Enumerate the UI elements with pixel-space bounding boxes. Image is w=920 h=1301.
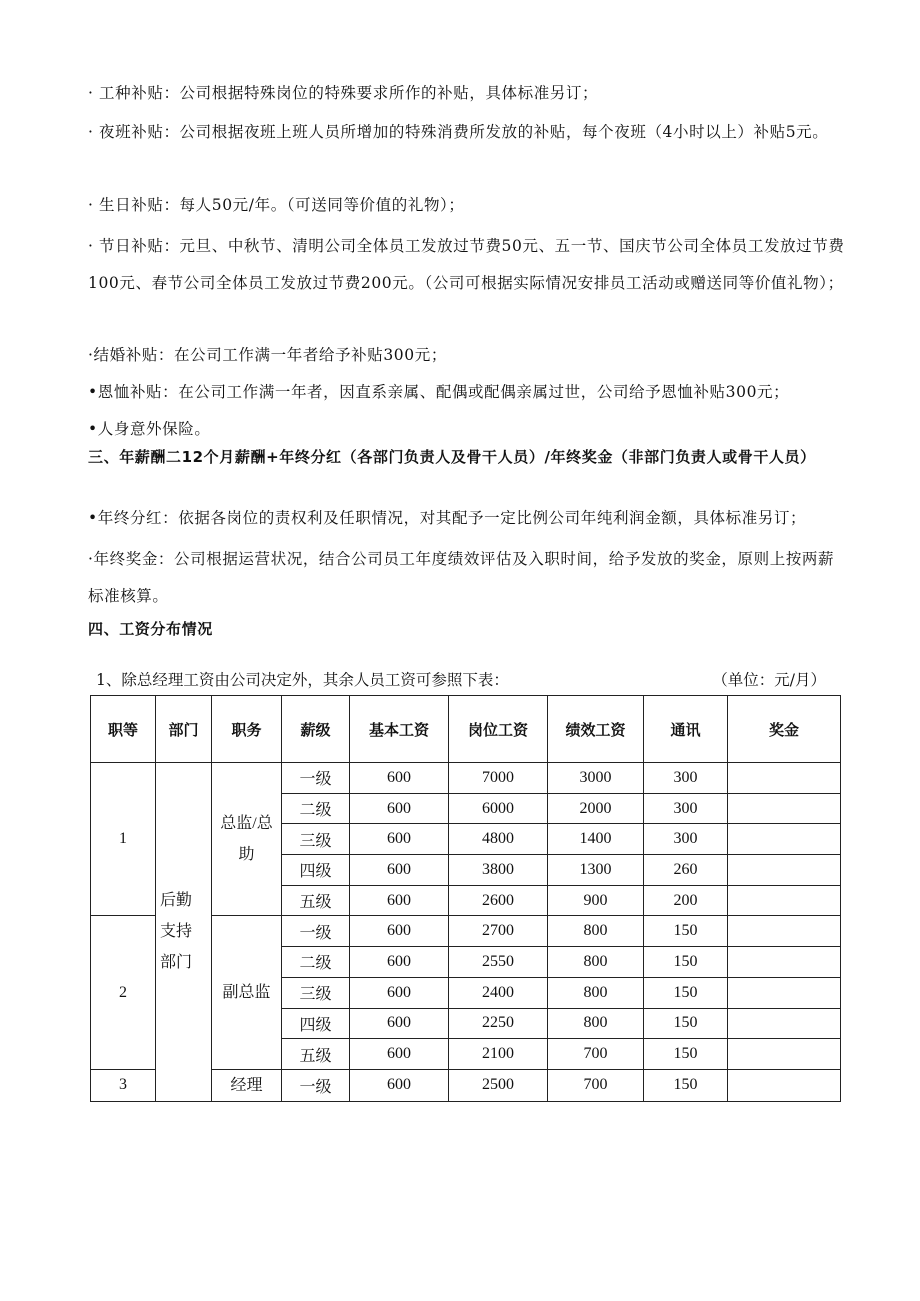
post-salary-cell: 2500: [449, 1069, 548, 1101]
performance-salary-cell: 800: [548, 977, 644, 1008]
performance-salary-cell: 2000: [548, 793, 644, 824]
bonus-cell: [728, 885, 841, 916]
position-cell: 经理: [212, 1069, 282, 1101]
level-cell: 三级: [282, 824, 350, 855]
table-header-cell: 薪级: [282, 696, 350, 763]
performance-salary-cell: 800: [548, 1008, 644, 1039]
level-cell: 四级: [282, 1008, 350, 1039]
base-salary-cell: 600: [350, 793, 449, 824]
performance-salary-cell: 900: [548, 885, 644, 916]
table-row: [91, 763, 841, 794]
communication-cell: 150: [644, 1039, 728, 1070]
performance-salary-cell: 1400: [548, 824, 644, 855]
post-salary-cell: 2400: [449, 977, 548, 1008]
grade-cell: 1: [91, 763, 156, 916]
communication-cell: 300: [644, 824, 728, 855]
performance-salary-cell: 700: [548, 1039, 644, 1070]
table-header-cell: 职务: [212, 696, 282, 763]
post-salary-cell: 6000: [449, 793, 548, 824]
bonus-cell: [728, 824, 841, 855]
paragraph-accident-insurance: •人身意外保险。: [88, 420, 211, 438]
post-salary-cell: 4800: [449, 824, 548, 855]
table-header-cell: 岗位工资: [449, 696, 548, 763]
paragraph-year-end-bonus: ·年终奖金：公司根据运营状况，结合公司员工年度绩效评估及入职时间，给予发放的奖金，原则上按两薪标准核算。: [88, 550, 835, 605]
section3-heading: 三、年薪酬二12个月薪酬+年终分红（各部门负责人及骨干人员）/年终奖金（非部门负责人或骨干人员）: [88, 448, 816, 466]
performance-salary-cell: 1300: [548, 855, 644, 886]
communication-cell: 150: [644, 947, 728, 978]
level-cell: 一级: [282, 763, 350, 794]
grade-cell: 2: [91, 916, 156, 1069]
table-header-row: [91, 696, 841, 763]
bonus-cell: [728, 855, 841, 886]
section4-heading: 四、工资分布情况: [88, 620, 213, 638]
level-cell: 二级: [282, 793, 350, 824]
level-cell: 一级: [282, 916, 350, 947]
post-salary-cell: 2600: [449, 885, 548, 916]
post-salary-cell: 3800: [449, 855, 548, 886]
communication-cell: 150: [644, 916, 728, 947]
post-salary-cell: 2550: [449, 947, 548, 978]
base-salary-cell: 600: [350, 977, 449, 1008]
table-caption: [96, 668, 836, 692]
table-unit: （单位：元/月）: [712, 671, 826, 689]
post-salary-cell: 2700: [449, 916, 548, 947]
bonus-cell: [728, 763, 841, 794]
bonus-cell: [728, 1039, 841, 1070]
communication-cell: 300: [644, 793, 728, 824]
bonus-cell: [728, 1069, 841, 1101]
position-cell: 总监/总助: [212, 763, 282, 916]
level-cell: 一级: [282, 1069, 350, 1101]
bonus-cell: [728, 947, 841, 978]
paragraph-job-allowance: · 工种补贴：公司根据特殊岗位的特殊要求所作的补贴，具体标准另订；: [88, 84, 599, 102]
communication-cell: 260: [644, 855, 728, 886]
level-cell: 五级: [282, 1039, 350, 1070]
communication-cell: 200: [644, 885, 728, 916]
table-header-cell: 部门: [156, 696, 212, 763]
base-salary-cell: 600: [350, 947, 449, 978]
base-salary-cell: 600: [350, 885, 449, 916]
department-cell: 后勤支持部门: [156, 763, 212, 1102]
base-salary-cell: 600: [350, 1039, 449, 1070]
communication-cell: 150: [644, 1008, 728, 1039]
salary-table: [90, 695, 841, 1102]
post-salary-cell: 2250: [449, 1008, 548, 1039]
level-cell: 二级: [282, 947, 350, 978]
table-header-cell: 绩效工资: [548, 696, 644, 763]
performance-salary-cell: 800: [548, 916, 644, 947]
table-header-cell: 基本工资: [350, 696, 449, 763]
base-salary-cell: 600: [350, 824, 449, 855]
paragraph-holiday-allowance: · 节日补贴：元旦、中秋节、清明公司全体员工发放过节费50元、五一节、国庆节公司全体员工发放过节费100元、春节公司全体员工发放过节费200元。（公司可根据实际情况安排员工活动或赠送同等价值礼物）；: [88, 237, 845, 292]
bonus-cell: [728, 793, 841, 824]
bonus-cell: [728, 977, 841, 1008]
communication-cell: 150: [644, 1069, 728, 1101]
base-salary-cell: 600: [350, 1069, 449, 1101]
paragraph-marriage-allowance: ·结婚补贴：在公司工作满一年者给予补贴300元；: [88, 346, 447, 364]
table-header-cell: 通讯: [644, 696, 728, 763]
base-salary-cell: 600: [350, 916, 449, 947]
paragraph-birthday-allowance: · 生日补贴：每人50元/年。（可送同等价值的礼物）；: [88, 196, 465, 214]
bonus-cell: [728, 916, 841, 947]
post-salary-cell: 2100: [449, 1039, 548, 1070]
base-salary-cell: 600: [350, 1008, 449, 1039]
communication-cell: 300: [644, 763, 728, 794]
paragraph-year-end-dividend: •年终分红：依据各岗位的责权利及任职情况，对其配予一定比例公司年纯利润金额，具体标准另订；: [88, 509, 807, 527]
paragraph-condolence-allowance: •恩恤补贴：在公司工作满一年者，因直系亲属、配偶或配偶亲属过世，公司给予恩恤补贴300元；: [88, 383, 790, 401]
performance-salary-cell: 3000: [548, 763, 644, 794]
base-salary-cell: 600: [350, 855, 449, 886]
table-caption-text: 1、除总经理工资由公司决定外，其余人员工资可参照下表：: [96, 671, 509, 689]
level-cell: 三级: [282, 977, 350, 1008]
paragraph-night-allowance: · 夜班补贴：公司根据夜班上班人员所增加的特殊消费所发放的补贴，每个夜班（4小时以上）补贴5元。: [88, 123, 829, 141]
performance-salary-cell: 700: [548, 1069, 644, 1101]
level-cell: 五级: [282, 885, 350, 916]
table-header-cell: 职等: [91, 696, 156, 763]
grade-cell: 3: [91, 1069, 156, 1101]
performance-salary-cell: 800: [548, 947, 644, 978]
position-cell: 副总监: [212, 916, 282, 1069]
table-header-cell: 奖金: [728, 696, 841, 763]
communication-cell: 150: [644, 977, 728, 1008]
level-cell: 四级: [282, 855, 350, 886]
post-salary-cell: 7000: [449, 763, 548, 794]
base-salary-cell: 600: [350, 763, 449, 794]
bonus-cell: [728, 1008, 841, 1039]
